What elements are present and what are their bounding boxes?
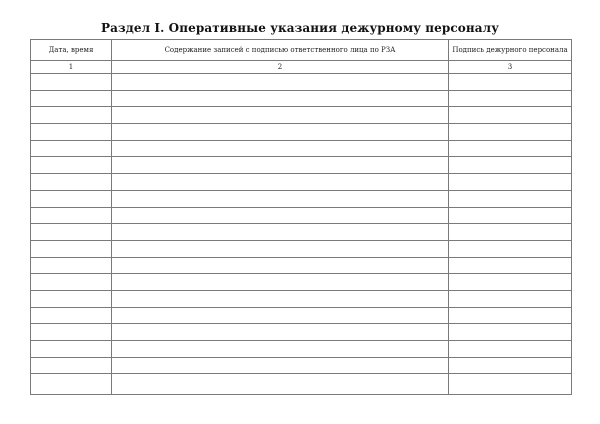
cell-date (31, 74, 112, 91)
log-table (30, 39, 572, 395)
cell-content (112, 274, 449, 291)
cell-content (112, 107, 449, 124)
cell-date (31, 157, 112, 174)
table-header-row (31, 40, 572, 61)
cell-signature (449, 124, 572, 141)
cell-date (31, 107, 112, 124)
cell-date (31, 274, 112, 291)
table-row (31, 90, 572, 107)
cell-signature (449, 257, 572, 274)
cell-signature (449, 274, 572, 291)
cell-date (31, 341, 112, 358)
table-row (31, 107, 572, 124)
page-title: Раздел I. Оперативные указания дежурному персоналу (100, 21, 500, 35)
table-row (31, 124, 572, 141)
table-row (31, 140, 572, 157)
table-row (31, 307, 572, 324)
cell-content (112, 90, 449, 107)
cell-date (31, 257, 112, 274)
cell-content (112, 224, 449, 241)
cell-signature (449, 240, 572, 257)
table-row (31, 341, 572, 358)
cell-content (112, 140, 449, 157)
cell-content (112, 240, 449, 257)
column-number-row (31, 61, 572, 74)
cell-date (31, 224, 112, 241)
table-row (31, 224, 572, 241)
table-row (31, 274, 572, 291)
cell-signature (449, 341, 572, 358)
column-header-content: Содержание записей с подписью ответственного лица по РЗА (112, 40, 449, 61)
cell-date (31, 174, 112, 191)
table-row (31, 324, 572, 341)
cell-signature (449, 357, 572, 374)
cell-date (31, 124, 112, 141)
cell-content (112, 257, 449, 274)
cell-date (31, 290, 112, 307)
table-row (31, 357, 572, 374)
table-row (31, 240, 572, 257)
cell-signature (449, 207, 572, 224)
table-body (31, 74, 572, 395)
cell-date (31, 374, 112, 395)
column-number-date: 1 (31, 61, 112, 74)
cell-signature (449, 90, 572, 107)
cell-content (112, 207, 449, 224)
cell-signature (449, 74, 572, 91)
table-row (31, 374, 572, 395)
column-number-content: 2 (112, 61, 449, 74)
cell-date (31, 324, 112, 341)
cell-date (31, 307, 112, 324)
cell-signature (449, 107, 572, 124)
table-row (31, 74, 572, 91)
cell-signature (449, 224, 572, 241)
cell-signature (449, 324, 572, 341)
cell-date (31, 240, 112, 257)
cell-signature (449, 190, 572, 207)
cell-content (112, 74, 449, 91)
table-row (31, 174, 572, 191)
cell-date (31, 140, 112, 157)
table-row (31, 207, 572, 224)
table-row (31, 157, 572, 174)
table-row (31, 257, 572, 274)
cell-content (112, 357, 449, 374)
cell-content (112, 324, 449, 341)
cell-content (112, 341, 449, 358)
cell-content (112, 174, 449, 191)
table-row (31, 290, 572, 307)
cell-signature (449, 374, 572, 395)
cell-signature (449, 307, 572, 324)
cell-content (112, 290, 449, 307)
cell-date (31, 190, 112, 207)
cell-date (31, 357, 112, 374)
cell-date (31, 90, 112, 107)
column-header-signature: Подпись дежурного персонала (449, 40, 572, 61)
table-row (31, 190, 572, 207)
cell-signature (449, 290, 572, 307)
column-number-signature: 3 (449, 61, 572, 74)
cell-date (31, 207, 112, 224)
cell-signature (449, 157, 572, 174)
cell-content (112, 374, 449, 395)
cell-content (112, 190, 449, 207)
cell-content (112, 157, 449, 174)
column-header-date: Дата, время (31, 40, 112, 61)
cell-content (112, 124, 449, 141)
cell-signature (449, 174, 572, 191)
cell-content (112, 307, 449, 324)
cell-signature (449, 140, 572, 157)
